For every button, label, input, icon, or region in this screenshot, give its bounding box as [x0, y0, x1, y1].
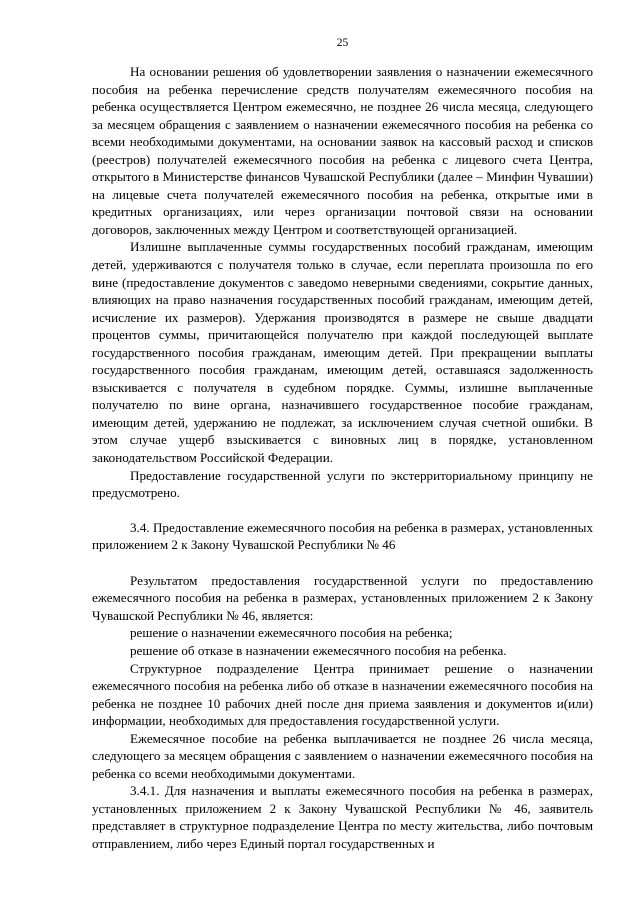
- paragraph-overpayment-recovery: Излишне выплаченные суммы государственных пособий гражданам, имеющим детей, удерживаются с получателя только в случае, если переплата произошла по его вине (предоставление документов с заведомо неверными сведениями, сокрытие данных, влияющих на право назначения государственных пособий гражданам, имеющим детей, исчисление их размеров). Удержания производятся в размере не свыше двадцати процентов суммы, причитающейся получателю при каждой последующей выплате государственного пособия гражданам, имеющим детей. При прекращении выплаты государственного пособия гражданам, имеющим детей, оставшаяся задолженность взыскивается с получателя в судебном порядке. Суммы, излишне выплаченные получателю по вине органа, назначившего государственное пособие гражданам, имеющим детей, удержанию не подлежат, за исключением случая счетной ошибки. В этом случае ущерб взыскивается с виновных лиц в порядке, установленном законодательством Российской Федерации.: [92, 239, 593, 466]
- paragraph-3-4-1: 3.4.1. Для назначения и выплаты ежемесячного пособия на ребенка в размерах, установленных приложением 2 к Закону Чувашской Республики № 46, заявитель представляет в структурное подразделение Центра по месту жительства, либо почтовым отправлением, либо через Единый портал государственных и: [92, 783, 593, 851]
- paragraph-service-result: Результатом предоставления государственной услуги по предоставлению ежемесячного пособия на ребенка в размерах, установленных приложением 2 к Закону Чувашской Республики № 46, является:: [92, 572, 593, 623]
- list-item-refusal-decision: решение об отказе в назначении ежемесячного пособия на ребенка.: [130, 642, 507, 658]
- section-heading-3-4: 3.4. Предоставление ежемесячного пособия на ребенка в размерах, установленных приложением 2 к Закону Чувашской Республики № 46: [92, 519, 593, 553]
- paragraph-decision-deadline: Структурное подразделение Центра принимает решение о назначении ежемесячного пособия на ребенка либо об отказе в назначении ежемесячного пособия на ребенка не позднее 10 рабочих дней после дня приема заявления и документов и(или) информации, необходимых для предоставления государственной услуги.: [92, 660, 593, 729]
- list-item-grant-decision: решение о назначении ежемесячного пособия на ребенка;: [130, 625, 453, 641]
- page-number: 25: [336, 37, 349, 49]
- paragraph-extraterritorial: Предоставление государственной услуги по экстерриториальному принципу не предусмотрено.: [92, 467, 593, 501]
- paragraph-payment-deadline: Ежемесячное пособие на ребенка выплачивается не позднее 26 числа месяца, следующего за месяцем обращения с заявлением о назначении ежемесячного пособия на ребенка со всеми необходимыми документами.: [92, 730, 593, 781]
- paragraph-payment-procedure: На основании решения об удовлетворении заявления о назначении ежемесячного пособия на ребенка перечисление средств получателям ежемесячного пособия на ребенка осуществляется Центром ежемесячно, не позднее 26 числа месяца, следующего за месяцем обращения с заявлением о назначении ежемесячного пособия на ребенка со всеми необходимыми документами, на основании заявок на кассовый расход и списков (реестров) получателей ежемесячного пособия на ребенка с лицевого счета Центра, открытого в Министерстве финансов Чувашской Республики (далее – Минфин Чувашии) на лицевые счета получателей ежемесячного пособия на ребенка, открытые ими в кредитных организациях, или через организации почтовой связи на основании договоров, заключенных между Центром и соответствующей организацией.: [92, 64, 593, 237]
